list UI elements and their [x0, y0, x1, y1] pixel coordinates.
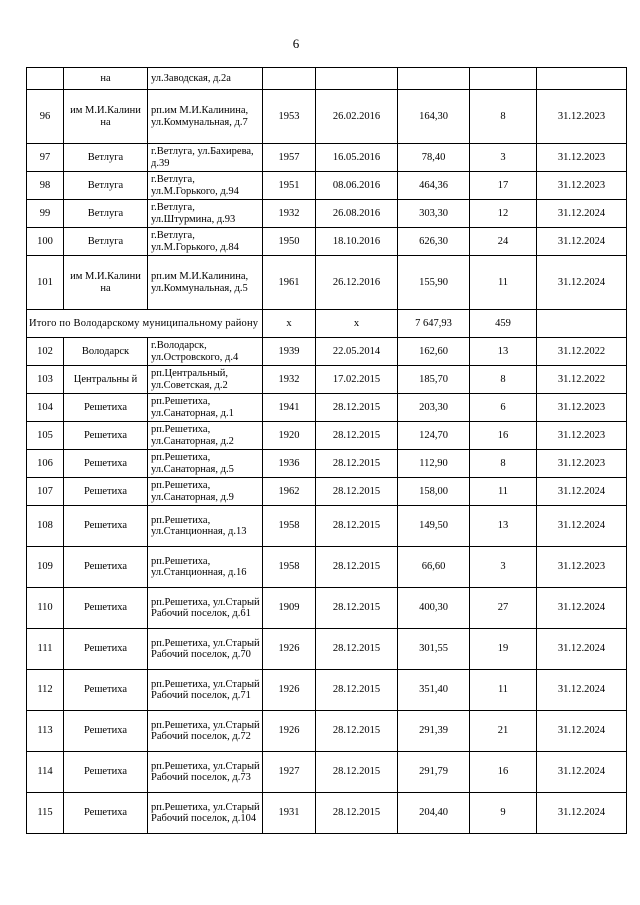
cell-locality: им М.И.Калини на	[64, 256, 148, 310]
cell-area	[398, 68, 470, 90]
cell-date: 28.12.2015	[316, 450, 398, 478]
cell-address: г.Ветлуга, ул.Штурмина, д.93	[148, 200, 263, 228]
cell-locality: Решетиха	[64, 752, 148, 793]
cell-num: 105	[27, 422, 64, 450]
cell-deadline: 31.12.2023	[537, 144, 627, 172]
cell-deadline: 31.12.2023	[537, 172, 627, 200]
cell-residents: 8	[470, 450, 537, 478]
cell-deadline: 31.12.2023	[537, 547, 627, 588]
cell-year: 1950	[263, 228, 316, 256]
cell-locality: Ветлуга	[64, 200, 148, 228]
cell-year: 1957	[263, 144, 316, 172]
cell-locality: Решетиха	[64, 422, 148, 450]
total-deadline	[537, 310, 627, 338]
cell-num: 103	[27, 366, 64, 394]
table-row	[27, 478, 627, 506]
cell-locality: Володарск	[64, 338, 148, 366]
cell-year: 1961	[263, 256, 316, 310]
cell-num: 113	[27, 711, 64, 752]
cell-date: 26.02.2016	[316, 90, 398, 144]
cell-num: 110	[27, 588, 64, 629]
cell-date: 28.12.2015	[316, 422, 398, 450]
cell-num: 96	[27, 90, 64, 144]
cell-locality: Решетиха	[64, 547, 148, 588]
cell-year: 1909	[263, 588, 316, 629]
cell-num: 115	[27, 793, 64, 834]
table-row	[27, 752, 627, 793]
table-row	[27, 450, 627, 478]
cell-num: 107	[27, 478, 64, 506]
cell-residents: 21	[470, 711, 537, 752]
cell-address: рп.Решетиха, ул.Санаторная, д.5	[148, 450, 263, 478]
cell-date: 08.06.2016	[316, 172, 398, 200]
cell-year: 1932	[263, 366, 316, 394]
cell-residents: 27	[470, 588, 537, 629]
cell-deadline: 31.12.2023	[537, 422, 627, 450]
cell-address: рп.Решетиха, ул.Старый Рабочий поселок, д.71	[148, 670, 263, 711]
cell-year: 1926	[263, 711, 316, 752]
cell-num: 109	[27, 547, 64, 588]
cell-residents	[470, 68, 537, 90]
cell-area: 203,30	[398, 394, 470, 422]
cell-year: 1939	[263, 338, 316, 366]
page-number: 6	[292, 36, 300, 51]
table-row	[27, 172, 627, 200]
cell-locality: Решетиха	[64, 478, 148, 506]
table-row	[27, 200, 627, 228]
cell-residents: 19	[470, 629, 537, 670]
cell-deadline: 31.12.2024	[537, 629, 627, 670]
table-row	[27, 711, 627, 752]
cell-deadline: 31.12.2024	[537, 256, 627, 310]
cell-area: 164,30	[398, 90, 470, 144]
cell-locality: Решетиха	[64, 450, 148, 478]
cell-area: 155,90	[398, 256, 470, 310]
cell-residents: 17	[470, 172, 537, 200]
table-row	[27, 670, 627, 711]
cell-area: 124,70	[398, 422, 470, 450]
cell-address: рп.Решетиха, ул.Станционная, д.13	[148, 506, 263, 547]
cell-year: 1953	[263, 90, 316, 144]
cell-date: 28.12.2015	[316, 506, 398, 547]
cell-residents: 13	[470, 506, 537, 547]
total-area: 7 647,93	[398, 310, 470, 338]
cell-address: рп.им М.И.Калинина, ул.Коммунальная, д.5	[148, 256, 263, 310]
cell-locality: Центральны й	[64, 366, 148, 394]
cell-area: 303,30	[398, 200, 470, 228]
cell-date: 28.12.2015	[316, 752, 398, 793]
cell-area: 162,60	[398, 338, 470, 366]
cell-residents: 13	[470, 338, 537, 366]
cell-area: 464,36	[398, 172, 470, 200]
table-row	[27, 422, 627, 450]
cell-residents: 12	[470, 200, 537, 228]
table-row	[27, 228, 627, 256]
table-row-continuation	[27, 68, 627, 90]
cell-num: 106	[27, 450, 64, 478]
cell-deadline: 31.12.2023	[537, 90, 627, 144]
total-residents: 459	[470, 310, 537, 338]
cell-area: 291,79	[398, 752, 470, 793]
cell-num: 114	[27, 752, 64, 793]
cell-date	[316, 68, 398, 90]
cell-num: 101	[27, 256, 64, 310]
cell-address: г.Ветлуга, ул.М.Горького, д.94	[148, 172, 263, 200]
cell-residents: 8	[470, 366, 537, 394]
cell-locality: Ветлуга	[64, 172, 148, 200]
cell-area: 291,39	[398, 711, 470, 752]
cell-area: 78,40	[398, 144, 470, 172]
cell-deadline: 31.12.2023	[537, 394, 627, 422]
cell-year: 1958	[263, 547, 316, 588]
cell-residents: 3	[470, 144, 537, 172]
cell-year: 1926	[263, 670, 316, 711]
cell-date: 28.12.2015	[316, 711, 398, 752]
cell-area: 626,30	[398, 228, 470, 256]
cell-date: 22.05.2014	[316, 338, 398, 366]
cell-year: 1962	[263, 478, 316, 506]
cell-locality: Ветлуга	[64, 144, 148, 172]
cell-residents: 16	[470, 752, 537, 793]
cell-year: 1931	[263, 793, 316, 834]
cell-num: 102	[27, 338, 64, 366]
table-row	[27, 144, 627, 172]
table-row	[27, 793, 627, 834]
cell-address: г.Ветлуга, ул.Бахирева, д.39	[148, 144, 263, 172]
total-date: х	[316, 310, 398, 338]
cell-residents: 11	[470, 478, 537, 506]
cell-residents: 24	[470, 228, 537, 256]
cell-locality: Решетиха	[64, 670, 148, 711]
cell-locality: Решетиха	[64, 629, 148, 670]
table-row	[27, 588, 627, 629]
cell-num: 99	[27, 200, 64, 228]
cell-locality: Решетиха	[64, 711, 148, 752]
cell-year: 1941	[263, 394, 316, 422]
cell-date: 28.12.2015	[316, 588, 398, 629]
cell-area: 351,40	[398, 670, 470, 711]
cell-deadline: 31.12.2024	[537, 478, 627, 506]
cell-num: 111	[27, 629, 64, 670]
cell-locality: им М.И.Калини на	[64, 90, 148, 144]
cell-date: 18.10.2016	[316, 228, 398, 256]
table-row	[27, 629, 627, 670]
cell-date: 28.12.2015	[316, 793, 398, 834]
cell-locality: на	[64, 68, 148, 90]
cell-deadline	[537, 68, 627, 90]
cell-year: 1932	[263, 200, 316, 228]
table-row	[27, 394, 627, 422]
cell-deadline: 31.12.2023	[537, 450, 627, 478]
cell-num: 98	[27, 172, 64, 200]
cell-deadline: 31.12.2024	[537, 588, 627, 629]
cell-date: 17.02.2015	[316, 366, 398, 394]
cell-residents: 16	[470, 422, 537, 450]
cell-date: 16.05.2016	[316, 144, 398, 172]
table-row	[27, 506, 627, 547]
cell-deadline: 31.12.2024	[537, 670, 627, 711]
cell-date: 28.12.2015	[316, 547, 398, 588]
cell-address: ул.Заводская, д.2а	[148, 68, 263, 90]
cell-locality: Решетиха	[64, 394, 148, 422]
cell-address: рп.Решетиха, ул.Старый Рабочий поселок, д.72	[148, 711, 263, 752]
cell-date: 28.12.2015	[316, 629, 398, 670]
cell-date: 26.12.2016	[316, 256, 398, 310]
cell-deadline: 31.12.2022	[537, 366, 627, 394]
cell-year: 1926	[263, 629, 316, 670]
cell-residents: 9	[470, 793, 537, 834]
cell-deadline: 31.12.2024	[537, 711, 627, 752]
cell-locality: Решетиха	[64, 506, 148, 547]
cell-area: 185,70	[398, 366, 470, 394]
cell-deadline: 31.12.2022	[537, 338, 627, 366]
cell-area: 149,50	[398, 506, 470, 547]
cell-area: 204,40	[398, 793, 470, 834]
table-row	[27, 90, 627, 144]
cell-address: рп.Решетиха, ул.Санаторная, д.1	[148, 394, 263, 422]
cell-date: 28.12.2015	[316, 478, 398, 506]
cell-area: 158,00	[398, 478, 470, 506]
cell-num: 104	[27, 394, 64, 422]
table-row	[27, 256, 627, 310]
cell-year	[263, 68, 316, 90]
cell-address: рп.Решетиха, ул.Станционная, д.16	[148, 547, 263, 588]
cell-residents: 8	[470, 90, 537, 144]
cell-year: 1936	[263, 450, 316, 478]
cell-address: рп.Решетиха, ул.Старый Рабочий поселок, д.104	[148, 793, 263, 834]
cell-year: 1951	[263, 172, 316, 200]
cell-deadline: 31.12.2024	[537, 506, 627, 547]
cell-year: 1927	[263, 752, 316, 793]
cell-locality: Решетиха	[64, 793, 148, 834]
cell-address: рп.Решетиха, ул.Санаторная, д.9	[148, 478, 263, 506]
cell-deadline: 31.12.2024	[537, 793, 627, 834]
cell-date: 28.12.2015	[316, 394, 398, 422]
cell-date: 26.08.2016	[316, 200, 398, 228]
cell-residents: 11	[470, 670, 537, 711]
cell-deadline: 31.12.2024	[537, 228, 627, 256]
cell-num: 108	[27, 506, 64, 547]
cell-area: 112,90	[398, 450, 470, 478]
cell-num: 100	[27, 228, 64, 256]
table-row	[27, 338, 627, 366]
cell-area: 66,60	[398, 547, 470, 588]
cell-address: рп.Центральный, ул.Советская, д.2	[148, 366, 263, 394]
cell-residents: 11	[470, 256, 537, 310]
cell-date: 28.12.2015	[316, 670, 398, 711]
cell-deadline: 31.12.2024	[537, 200, 627, 228]
total-row	[27, 310, 627, 338]
cell-area: 400,30	[398, 588, 470, 629]
cell-address: рп.Решетиха, ул.Старый Рабочий поселок, д.61	[148, 588, 263, 629]
cell-residents: 3	[470, 547, 537, 588]
total-label: Итого по Володарскому муниципальному району	[27, 310, 263, 338]
cell-num: 112	[27, 670, 64, 711]
housing-register-table	[26, 67, 627, 834]
cell-num: 97	[27, 144, 64, 172]
cell-address: г.Ветлуга, ул.М.Горького, д.84	[148, 228, 263, 256]
cell-year: 1958	[263, 506, 316, 547]
cell-area: 301,55	[398, 629, 470, 670]
cell-address: рп.Решетиха, ул.Старый Рабочий поселок, д.73	[148, 752, 263, 793]
cell-residents: 6	[470, 394, 537, 422]
cell-address: г.Володарск, ул.Островского, д.4	[148, 338, 263, 366]
table-row	[27, 547, 627, 588]
total-year: х	[263, 310, 316, 338]
cell-num	[27, 68, 64, 90]
cell-address: рп.Решетиха, ул.Санаторная, д.2	[148, 422, 263, 450]
cell-year: 1920	[263, 422, 316, 450]
table-row	[27, 366, 627, 394]
cell-locality: Решетиха	[64, 588, 148, 629]
cell-address: рп.Решетиха, ул.Старый Рабочий поселок, д.70	[148, 629, 263, 670]
cell-locality: Ветлуга	[64, 228, 148, 256]
cell-deadline: 31.12.2024	[537, 752, 627, 793]
cell-address: рп.им М.И.Калинина, ул.Коммунальная, д.7	[148, 90, 263, 144]
